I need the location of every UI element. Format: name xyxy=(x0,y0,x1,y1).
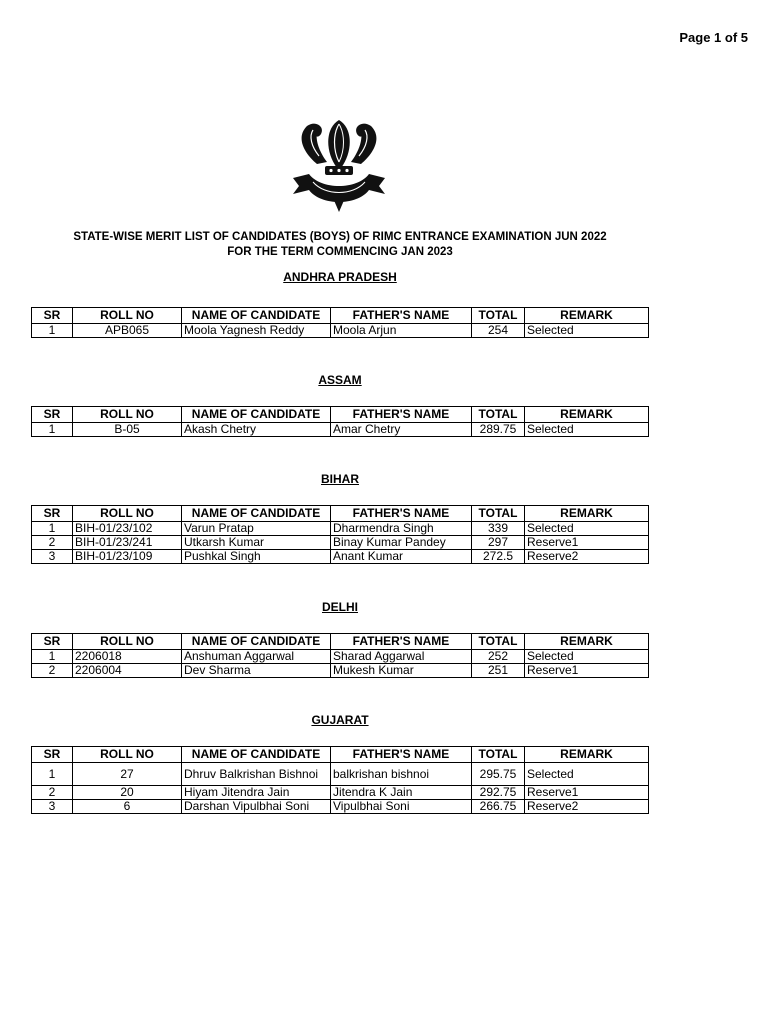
table-row xyxy=(32,423,649,437)
cell-roll-no: 2206004 xyxy=(73,664,182,678)
table-row xyxy=(32,522,649,536)
table-row xyxy=(32,786,649,800)
cell-total: 295.75 xyxy=(472,763,525,786)
merit-table-andhra-pradesh xyxy=(31,307,649,338)
cell-total: 289.75 xyxy=(472,423,525,437)
title-line-2: FOR THE TERM COMMENCING JAN 2023 xyxy=(227,246,453,258)
col-header-remark: REMARK xyxy=(525,407,649,423)
table-row xyxy=(32,664,649,678)
cell-father: Vipulbhai Soni xyxy=(331,800,472,814)
cell-remark: Selected xyxy=(525,650,649,664)
table-header-row xyxy=(32,407,649,423)
cell-total: 251 xyxy=(472,664,525,678)
col-header-total: TOTAL xyxy=(472,308,525,324)
cell-remark: Reserve1 xyxy=(525,786,649,800)
cell-sr: 2 xyxy=(32,786,73,800)
cell-name: Dev Sharma xyxy=(182,664,331,678)
cell-name: Anshuman Aggarwal xyxy=(182,650,331,664)
cell-name: Hiyam Jitendra Jain xyxy=(182,786,331,800)
col-header-total: TOTAL xyxy=(472,747,525,763)
cell-total: 292.75 xyxy=(472,786,525,800)
table-header-row xyxy=(32,506,649,522)
cell-roll-no: 27 xyxy=(73,763,182,786)
cell-remark: Selected xyxy=(525,423,649,437)
cell-name: Darshan Vipulbhai Soni xyxy=(182,800,331,814)
cell-sr: 2 xyxy=(32,536,73,550)
merit-table-bihar xyxy=(31,505,649,564)
cell-sr: 3 xyxy=(32,800,73,814)
cell-remark: Reserve2 xyxy=(525,800,649,814)
state-heading-bihar: BIHAR xyxy=(321,472,359,486)
merit-table-delhi xyxy=(31,633,649,678)
cell-name: Pushkal Singh xyxy=(182,550,331,564)
col-header-remark: REMARK xyxy=(525,308,649,324)
col-header-father: FATHER'S NAME xyxy=(331,407,472,423)
col-header-roll-no: ROLL NO xyxy=(73,506,182,522)
table-header-row xyxy=(32,747,649,763)
cell-name: Moola Yagnesh Reddy xyxy=(182,324,331,338)
cell-sr: 2 xyxy=(32,664,73,678)
cell-sr: 1 xyxy=(32,324,73,338)
cell-roll-no: BIH-01/23/102 xyxy=(73,522,182,536)
col-header-name: NAME OF CANDIDATE xyxy=(182,308,331,324)
cell-roll-no: 2206018 xyxy=(73,650,182,664)
cell-roll-no: B-05 xyxy=(73,423,182,437)
title-line-1: STATE-WISE MERIT LIST OF CANDIDATES (BOYS) OF RIMC ENTRANCE EXAMINATION JUN 2022 xyxy=(73,231,607,243)
col-header-total: TOTAL xyxy=(472,407,525,423)
page-number: Page 1 of 5 xyxy=(679,30,748,45)
cell-father: Amar Chetry xyxy=(331,423,472,437)
merit-table-assam xyxy=(31,406,649,437)
table-row xyxy=(32,650,649,664)
cell-name: Akash Chetry xyxy=(182,423,331,437)
state-heading-andhra-pradesh: ANDHRA PRADESH xyxy=(283,270,397,284)
cell-name: Utkarsh Kumar xyxy=(182,536,331,550)
cell-sr: 1 xyxy=(32,522,73,536)
col-header-sr: SR xyxy=(32,506,73,522)
table-row xyxy=(32,536,649,550)
col-header-sr: SR xyxy=(32,407,73,423)
col-header-father: FATHER'S NAME xyxy=(331,506,472,522)
cell-father: Mukesh Kumar xyxy=(331,664,472,678)
col-header-father: FATHER'S NAME xyxy=(331,634,472,650)
table-row xyxy=(32,550,649,564)
cell-roll-no: 6 xyxy=(73,800,182,814)
col-header-name: NAME OF CANDIDATE xyxy=(182,407,331,423)
cell-total: 272.5 xyxy=(472,550,525,564)
col-header-total: TOTAL xyxy=(472,506,525,522)
col-header-sr: SR xyxy=(32,747,73,763)
document-title xyxy=(0,230,680,260)
cell-total: 339 xyxy=(472,522,525,536)
col-header-roll-no: ROLL NO xyxy=(73,634,182,650)
col-header-remark: REMARK xyxy=(525,634,649,650)
col-header-remark: REMARK xyxy=(525,506,649,522)
cell-remark: Selected xyxy=(525,763,649,786)
cell-father: Dharmendra Singh xyxy=(331,522,472,536)
cell-father: Binay Kumar Pandey xyxy=(331,536,472,550)
col-header-roll-no: ROLL NO xyxy=(73,308,182,324)
col-header-sr: SR xyxy=(32,308,73,324)
prince-of-wales-feathers-icon xyxy=(287,112,391,216)
col-header-sr: SR xyxy=(32,634,73,650)
cell-sr: 1 xyxy=(32,763,73,786)
table-row xyxy=(32,800,649,814)
cell-total: 252 xyxy=(472,650,525,664)
cell-roll-no: 20 xyxy=(73,786,182,800)
cell-father: Sharad Aggarwal xyxy=(331,650,472,664)
state-heading-gujarat: GUJARAT xyxy=(311,713,369,727)
cell-roll-no: BIH-01/23/241 xyxy=(73,536,182,550)
cell-father: Anant Kumar xyxy=(331,550,472,564)
cell-roll-no: BIH-01/23/109 xyxy=(73,550,182,564)
cell-sr: 1 xyxy=(32,650,73,664)
cell-remark: Selected xyxy=(525,324,649,338)
cell-roll-no: APB065 xyxy=(73,324,182,338)
cell-father: balkrishan bishnoi xyxy=(331,763,472,786)
cell-total: 297 xyxy=(472,536,525,550)
col-header-father: FATHER'S NAME xyxy=(331,308,472,324)
col-header-father: FATHER'S NAME xyxy=(331,747,472,763)
cell-sr: 3 xyxy=(32,550,73,564)
col-header-name: NAME OF CANDIDATE xyxy=(182,506,331,522)
cell-name: Varun Pratap xyxy=(182,522,331,536)
col-header-total: TOTAL xyxy=(472,634,525,650)
cell-remark: Reserve1 xyxy=(525,536,649,550)
cell-sr: 1 xyxy=(32,423,73,437)
cell-remark: Selected xyxy=(525,522,649,536)
merit-table-gujarat xyxy=(31,746,649,814)
col-header-name: NAME OF CANDIDATE xyxy=(182,747,331,763)
cell-father: Jitendra K Jain xyxy=(331,786,472,800)
rimc-crest-logo xyxy=(287,112,391,216)
state-heading-delhi: DELHI xyxy=(322,600,358,614)
state-heading-assam: ASSAM xyxy=(318,373,362,387)
table-row xyxy=(32,763,649,786)
col-header-remark: REMARK xyxy=(525,747,649,763)
col-header-name: NAME OF CANDIDATE xyxy=(182,634,331,650)
cell-remark: Reserve2 xyxy=(525,550,649,564)
cell-father: Moola Arjun xyxy=(331,324,472,338)
table-row xyxy=(32,324,649,338)
cell-total: 266.75 xyxy=(472,800,525,814)
table-header-row xyxy=(32,634,649,650)
cell-name: Dhruv Balkrishan Bishnoi xyxy=(182,763,331,786)
cell-remark: Reserve1 xyxy=(525,664,649,678)
col-header-roll-no: ROLL NO xyxy=(73,747,182,763)
cell-total: 254 xyxy=(472,324,525,338)
table-header-row xyxy=(32,308,649,324)
col-header-roll-no: ROLL NO xyxy=(73,407,182,423)
